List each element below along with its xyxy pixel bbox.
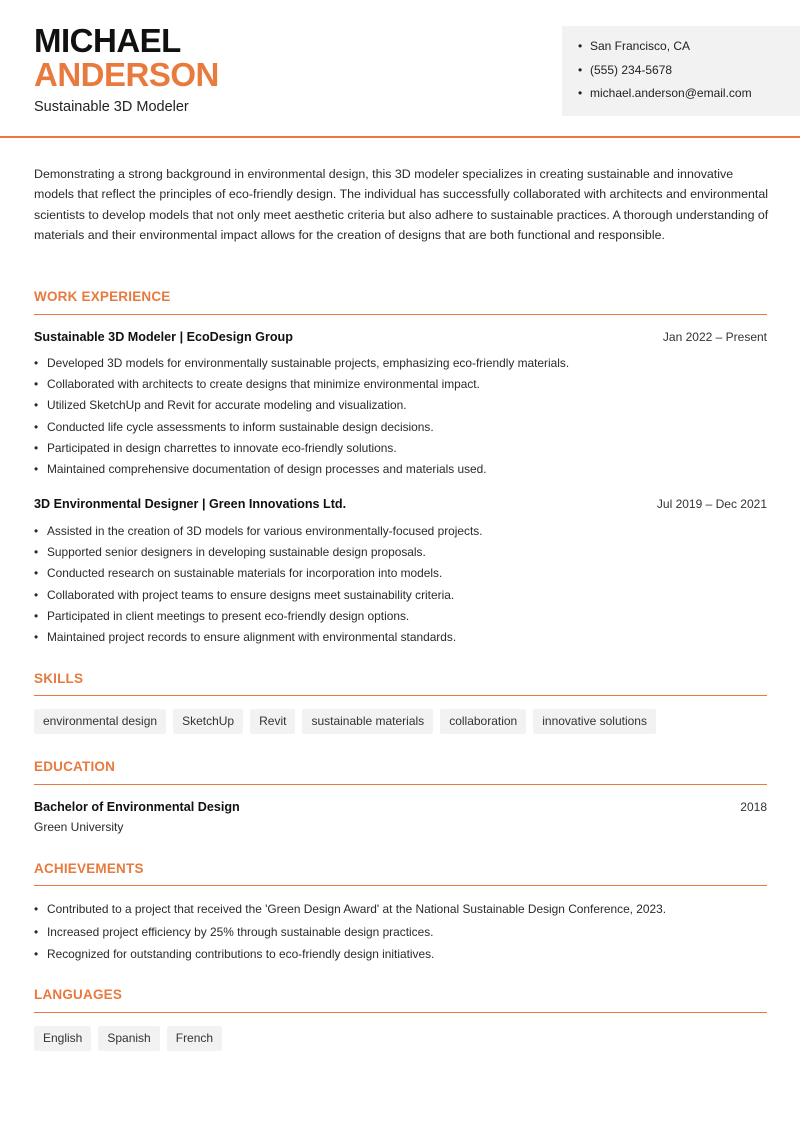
job-entry-header — [34, 497, 767, 511]
bullet-icon: • — [34, 587, 39, 602]
list-item-text: Assisted in the creation of 3D models for various environmentally-focused projects. — [47, 524, 483, 538]
job-bullet-list — [34, 523, 767, 650]
contact-email — [578, 85, 800, 109]
list-item-text: Collaborated with project teams to ensure designs meet sustainability criteria. — [47, 587, 455, 602]
skill-tag: environmental design — [34, 709, 166, 734]
bullet-icon: • — [578, 86, 583, 100]
languages-tag-list — [34, 1026, 222, 1051]
section-divider — [34, 784, 767, 785]
job-heading: Sustainable 3D Modeler | EcoDesign Group — [34, 330, 293, 344]
list-item — [34, 397, 767, 418]
bullet-icon: • — [34, 566, 39, 581]
skills-tag-list — [34, 709, 656, 734]
section-divider — [34, 1012, 767, 1013]
skill-tag: collaboration — [440, 709, 526, 734]
list-item-text: Utilized SketchUp and Revit for accurate modeling and visualization. — [47, 398, 407, 413]
list-item-text: Supported senior designers in developing sustainable design proposals. — [47, 545, 426, 560]
education-degree: Bachelor of Environmental Design — [34, 800, 240, 814]
bullet-icon: • — [34, 947, 39, 961]
language-tag: Spanish — [98, 1026, 159, 1051]
bullet-icon: • — [34, 608, 39, 623]
list-item-text: Recognized for outstanding contributions to eco-friendly design initiatives. — [47, 947, 435, 961]
list-item — [34, 376, 767, 397]
list-item — [34, 419, 767, 440]
bullet-icon: • — [34, 398, 39, 413]
job-date: Jan 2022 – Present — [662, 330, 767, 344]
list-item — [34, 440, 767, 461]
skill-tag: sustainable materials — [302, 709, 433, 734]
list-item-text: Increased project efficiency by 25% through sustainable design practices. — [47, 924, 434, 939]
section-title-work-experience: WORK EXPERIENCE — [34, 289, 171, 304]
contact-phone — [578, 62, 800, 86]
bullet-icon: • — [34, 524, 39, 538]
bullet-icon: • — [34, 902, 39, 916]
bullet-icon: • — [34, 629, 39, 644]
list-item-text: Conducted life cycle assessments to inform sustainable design decisions. — [47, 419, 434, 434]
job-title: Sustainable 3D Modeler — [34, 99, 189, 115]
job-entry-header — [34, 330, 767, 344]
list-item — [34, 608, 767, 629]
contact-phone-text: (555) 234-5678 — [590, 62, 673, 77]
bullet-icon: • — [34, 924, 39, 939]
list-item — [34, 587, 767, 608]
education-entry-header — [34, 800, 767, 814]
bullet-icon: • — [34, 545, 39, 560]
list-item-text: Participated in design charrettes to innovate eco-friendly solutions. — [47, 440, 397, 455]
bullet-icon: • — [578, 39, 583, 53]
bullet-icon: • — [34, 461, 39, 476]
section-divider — [34, 885, 767, 886]
first-name: MICHAEL — [34, 22, 181, 59]
bullet-icon: • — [34, 356, 39, 370]
list-item — [34, 629, 767, 650]
section-divider — [34, 314, 767, 315]
last-name: ANDERSON — [34, 56, 219, 93]
list-item — [34, 544, 767, 565]
contact-location-text: San Francisco, CA — [590, 39, 691, 53]
resume-header — [0, 0, 800, 138]
list-item — [34, 565, 767, 586]
section-title-achievements: ACHIEVEMENTS — [34, 861, 144, 876]
list-item — [34, 901, 767, 924]
job-bullet-list — [34, 355, 767, 482]
achievements-list — [34, 901, 767, 969]
list-item-text: Participated in client meetings to present eco-friendly design options. — [47, 608, 410, 623]
bullet-icon: • — [34, 419, 39, 434]
bullet-icon: • — [34, 377, 39, 392]
list-item-text: Collaborated with architects to create designs that minimize environmental impact. — [47, 377, 480, 392]
skill-tag: Revit — [250, 709, 295, 734]
list-item — [34, 523, 767, 544]
skill-tag: SketchUp — [173, 709, 243, 734]
language-tag: French — [167, 1026, 222, 1051]
list-item-text: Conducted research on sustainable materials for incorporation into models. — [47, 566, 443, 581]
contact-location — [578, 38, 800, 62]
list-item-text: Developed 3D models for environmentally sustainable projects, emphasizing eco-friendly materials. — [47, 356, 570, 370]
list-item-text: Contributed to a project that received the 'Green Design Award' at the National Sustainable Design Conference, 2023. — [47, 902, 667, 916]
language-tag: English — [34, 1026, 91, 1051]
summary-paragraph: Demonstrating a strong background in environmental design, this 3D modeler specializes in creating sustainable and innovative models that reflect the principles of eco-friendly design. The individual has successfully collaborated with architects and environmental scientists to develop models that not only meet aesthetic criteria but also adhere to sustainable practices. A thorough understanding of materials and their environmental impact allows for the creation of designs that are both functional and responsible. — [34, 167, 769, 243]
bullet-icon: • — [34, 440, 39, 455]
job-heading: 3D Environmental Designer | Green Innovations Ltd. — [34, 497, 347, 511]
list-item-text: Maintained comprehensive documentation of design processes and materials used. — [47, 461, 487, 476]
education-year: 2018 — [740, 800, 767, 814]
list-item — [34, 946, 767, 969]
list-item-text: Maintained project records to ensure alignment with environmental standards. — [47, 629, 457, 644]
list-item — [34, 355, 767, 376]
section-divider — [34, 695, 767, 696]
skill-tag: innovative solutions — [533, 709, 656, 734]
job-date: Jul 2019 – Dec 2021 — [656, 497, 767, 511]
bullet-icon: • — [578, 62, 583, 77]
education-school: Green University — [34, 820, 124, 834]
section-title-skills: SKILLS — [34, 671, 84, 686]
section-title-languages: LANGUAGES — [34, 987, 123, 1002]
section-title-education: EDUCATION — [34, 759, 116, 774]
contact-email-text: michael.anderson@email.com — [590, 86, 752, 100]
contact-box — [562, 26, 800, 116]
list-item — [34, 924, 767, 947]
list-item — [34, 461, 767, 482]
